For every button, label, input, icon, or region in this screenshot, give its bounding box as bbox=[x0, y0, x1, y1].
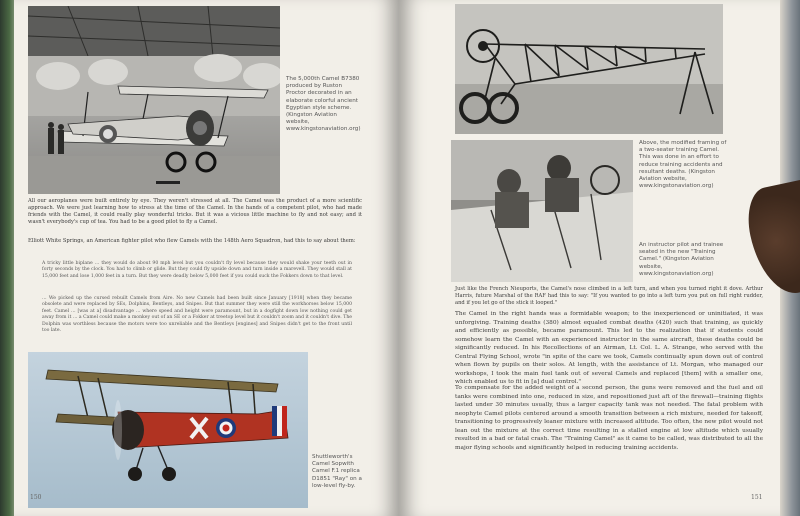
right-body-paragraph-2: The Camel in the right hands was a formidable weapon; to the inexperienced or uninitiated, it was unforgiving. Training deaths (380) almost equaled combat deaths (420) such that training, as quickly and efficiently as possible, became paramount. This led to the realization that if students could somehow learn the Camel with an experienced instructor in the same aircraft, these deaths could be significantly reduced. In his Recollections of an Airman, Lt. Col. L. A. Strange, who served with the Central Flying School, wrote "in spite of the care we took, Camels continually spun down out of control when flown by pupils on their solos. At length, with the assistance of Lt. Morgan, who managed our workshops, I took the main fuel tank out of several Camels and replaced [them] with a smaller one, which enabled us to fit in [a] dual control." bbox=[455, 311, 763, 385]
left-page bbox=[14, 0, 399, 516]
shuttleworth-caption: Shuttleworth's Camel Sopwith Camel F.1 replica D1851 "Ray" on a low-level fly-by. bbox=[312, 454, 362, 489]
left-body-paragraph-2: Elliott White Springs, an American fighter pilot who flew Camels with the 148th Aero Squadron, had this to say about them: bbox=[28, 238, 356, 244]
frame-caption: Above, the modified framing of a two-seater training Camel. This was done in an effort to reduce training accidents and resultant deaths. (Kingston Aviation website, www.kingstonaviation.org) bbox=[639, 140, 727, 190]
left-page-number: 150 bbox=[30, 494, 42, 501]
hangar-camel-photo bbox=[28, 6, 280, 194]
right-page-number: 151 bbox=[751, 494, 763, 501]
right-body-paragraph-1: Just like the French Nieuports, the Camel's nose climbed in a left turn, and when you turned right it dove. Arthur Harris, future Marshal of the RAF had this to say: "If you wanted to go into a left turn you put on full right rudder, and if you let go of the stick it looped." bbox=[455, 286, 763, 307]
springs-quote-1: A tricky little biplane … they would do about 90 mph level but you couldn't fly level because they would shake your teeth out in forty seconds by the clock. You had to climb or glide. But they could fly upside down and turn inside a marevell. They would stall at 15,000 feet and lose 1,000 feet in a turn. But they were deadly below 5,000 feet if you could suck the Fokkers down to that level. bbox=[42, 261, 352, 279]
instructor-caption: An instructor pilot and trainee seated in the new "Training Camel." (Kingston Aviation website, www.kingstonaviation.org) bbox=[639, 242, 724, 277]
springs-quote-2: … We picked up the cursed rebuilt Camels from Aire. No new Camels had been built since January [1918] when they became obsolete and were replaced by SEs, Dolphins, Bentleys, and Snipes. But that summer they were still the workhorses below 15,000 feet. Camel … [was at a] disadvantage … where speed and height were paramount, but in a dogfight down low nothing could get away from it … a Camel could make a monkey out of an SE or a Fokker at treetop level but it couldn't zoom and it couldn't dive. The Dolphin was worthless because the motors were too unreliable and the Bentleys [engines] and Snipes didn't get to the front until too late. bbox=[42, 296, 352, 334]
shuttleworth-camel-photo bbox=[28, 352, 308, 508]
instructor-trainee-photo bbox=[451, 140, 633, 282]
right-body-paragraph-3: To compensate for the added weight of a second person, the guns were removed and the fuel and oil tanks were combined into one, reduced in size, and repositioned just aft of the firewall—training flights lasted under 30 minutes usually, thus a larger capacity tank was not needed. The fatal problem with neophyte Camel pilots centered around a smooth transition between a rich mixture, needed for takeoff, transitioning to progressively leaner mixture with increased altitude. Too often, the new pilot would not lean out the mixture at the correct time resulting in a stalled engine at low altitude which usually resulted in a bad or fatal crash. The "Training Camel" as it came to be called, was distributed to all the major flying schools and significantly helped in reducing training accidents. bbox=[455, 385, 763, 451]
left-body-paragraph-1: All our aeroplanes were built entirely by eye. They weren't stressed at all. The Camel was the product of a more scientific approach. We were just learning how to stress at the time of the Camel. In the hands of a competent pilot, who had made friends with the Camel, it could really play wonderful tricks. But it was a vicious little machine to fly and not easy; and it wasn't everybody's cup of tea. You had to be a good pilot to fly a Camel. bbox=[28, 198, 362, 226]
right-page bbox=[399, 0, 782, 516]
training-camel-frame-photo bbox=[455, 4, 723, 134]
camel-5000-caption: The 5,000th Camel B7380 produced by Ruston Proctor decorated in an elaborate colorful ancient Egyptian style scheme. (Kingston Aviation website, www.kingstonaviation.org) bbox=[286, 76, 361, 133]
